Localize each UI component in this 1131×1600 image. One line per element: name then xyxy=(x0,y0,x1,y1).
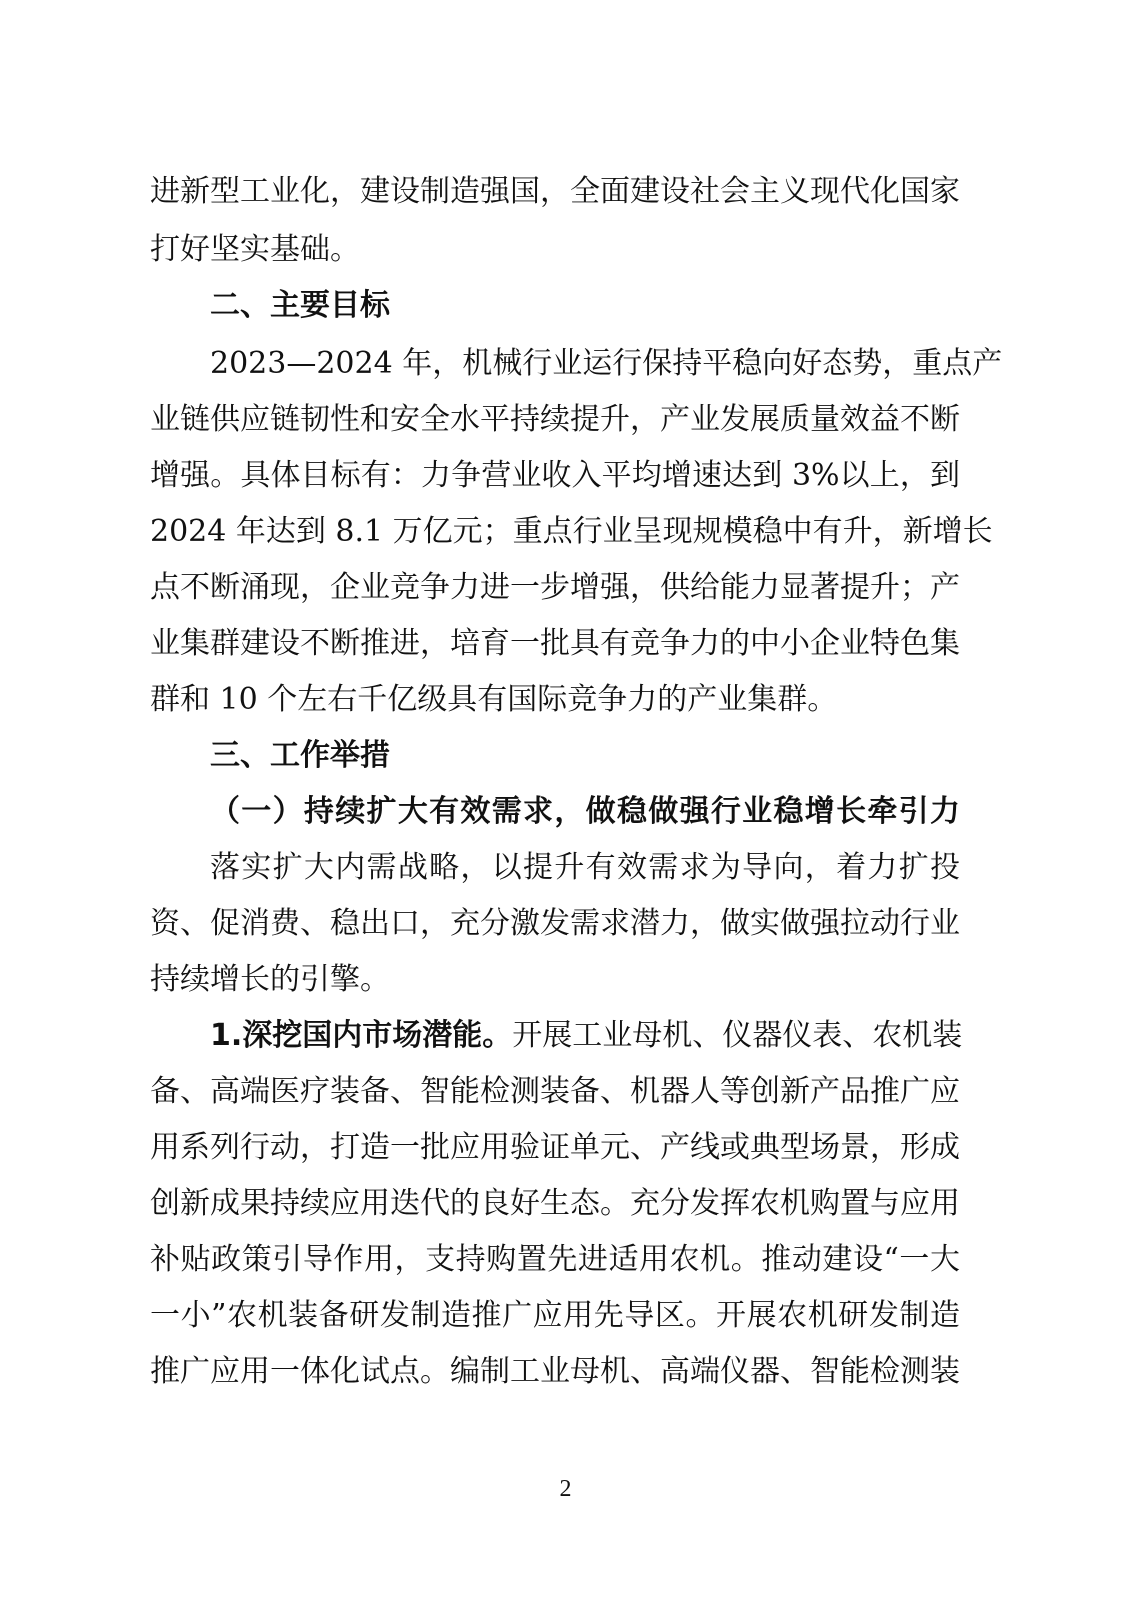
paragraph-line: 业集群建设不断推进，培育一批具有竞争力的中小企业特色集 xyxy=(150,626,960,661)
paragraph-line: 进新型工业化，建设制造强国，全面建设社会主义现代化国家 xyxy=(150,174,960,209)
paragraph-line: 备、高端医疗装备、智能检测装备、机器人等创新产品推广应 xyxy=(150,1074,960,1109)
paragraph-line: 补贴政策引导作用，支持购置先进适用农机。推动建设“一大 xyxy=(150,1242,960,1277)
paragraph-line-with-lead xyxy=(210,1016,963,1056)
paragraph-line: 持续增长的引擎。 xyxy=(150,962,390,997)
paragraph-line: 推广应用一体化试点。编制工业母机、高端仪器、智能检测装 xyxy=(150,1354,960,1389)
paragraph-line: 资、促消费、稳出口，充分激发需求潜力，做实做强拉动行业 xyxy=(150,906,960,941)
paragraph-line: 创新成果持续应用迭代的良好生态。充分发挥农机购置与应用 xyxy=(150,1186,960,1221)
paragraph-line: 一小”农机装备研发制造推广应用先导区。开展农机研发制造 xyxy=(150,1298,960,1333)
paragraph-line: 落实扩大内需战略，以提升有效需求为导向，着力扩投 xyxy=(210,850,960,885)
item-lead-title: 1.深挖国内市场潜能。 xyxy=(210,1018,513,1053)
paragraph-line: 增强。具体目标有：力争营业收入平均增速达到 3%以上，到 xyxy=(150,458,960,493)
item-lead-text: 开展工业母机、仪器仪表、农机装 xyxy=(512,1018,963,1053)
paragraph-line: 2023—2024 年，机械行业运行保持平稳向好态势，重点产 xyxy=(210,346,1003,381)
paragraph-line: 群和 10 个左右千亿级具有国际竞争力的产业集群。 xyxy=(150,682,838,717)
paragraph-line: 2024 年达到 8.1 万亿元；重点行业呈现规模稳中有升，新增长 xyxy=(150,514,993,549)
paragraph-line: 打好坚实基础。 xyxy=(150,232,360,267)
paragraph-line: 用系列行动，打造一批应用验证单元、产线或典型场景，形成 xyxy=(150,1130,960,1165)
paragraph-line: 业链供应链韧性和安全水平持续提升，产业发展质量效益不断 xyxy=(150,402,960,437)
paragraph-line: 点不断涌现，企业竞争力进一步增强，供给能力显著提升；产 xyxy=(150,570,960,605)
page-number: 2 xyxy=(559,1476,572,1502)
section-heading-work-measures: 三、工作举措 xyxy=(210,738,390,773)
section-heading-main-goals: 二、主要目标 xyxy=(210,288,390,323)
subsection-heading: （一）持续扩大有效需求，做稳做强行业稳增长牵引力 xyxy=(210,794,960,829)
